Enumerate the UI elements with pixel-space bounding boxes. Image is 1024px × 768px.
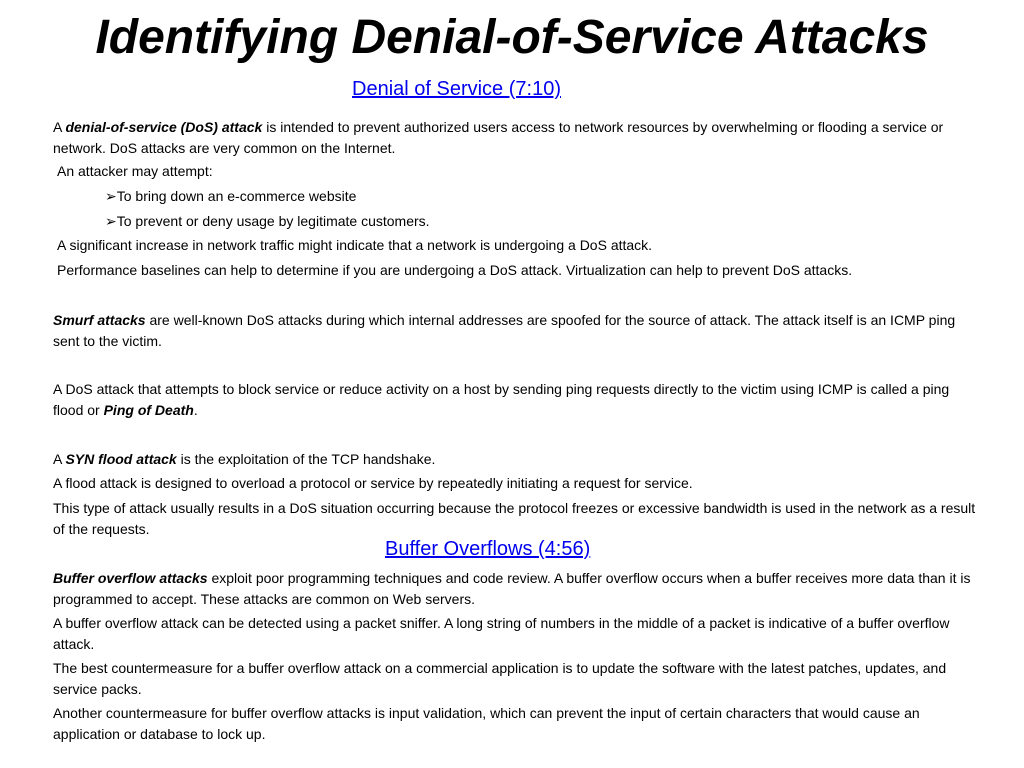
smurf-paragraph xyxy=(53,310,983,351)
buffer-overflow-term: Buffer overflow attacks xyxy=(53,570,208,586)
performance-baselines-text: Performance baselines can help to determine if you are undergoing a DoS attack. Virtualization can help to prevent DoS attacks. xyxy=(57,262,853,278)
traffic-increase-text: A significant increase in network traffic might indicate that a network is undergoing a DoS attack. xyxy=(57,237,653,253)
buffer-overflow-paragraph xyxy=(53,568,983,609)
buffer-overflow-text: exploit poor programming techniques and code review. A buffer overflow occurs when a buffer receives more data than it is programmed to accept. These attacks are common on Web servers. xyxy=(53,570,971,607)
ping-of-death-term: Ping of Death xyxy=(103,401,194,418)
attacker-attempt-text: An attacker may attempt: xyxy=(57,163,213,179)
syn-flood-paragraph xyxy=(53,449,983,470)
dos-definition-prefix: A xyxy=(53,119,66,135)
smurf-term: Smurf attacks xyxy=(53,312,146,328)
syn-prefix: A xyxy=(53,451,66,467)
bullet-deny-usage: ➢To prevent or deny usage by legitimate customers. xyxy=(105,213,430,229)
dos-situation-text: This type of attack usually results in a DoS situation occurring because the protocol freezes or excessive bandwidth is used in the network as a result of the requests. xyxy=(53,500,976,537)
ping-flood-text: A DoS attack that attempts to block service or reduce activity on a host by sending ping requests directly to the victim using ICMP is called a ping flood or xyxy=(53,381,950,418)
syn-flood-text: is the exploitation of the TCP handshake. xyxy=(176,451,436,467)
packet-sniffer-text: A buffer overflow attack can be detected using a packet sniffer. A long string of numbers in the middle of a packet is indicative of a buffer overflow attack. xyxy=(53,615,950,652)
smurf-text: are well-known DoS attacks during which internal addresses are spoofed for the source of attack. The attack itself is an ICMP ping sent to the victim. xyxy=(53,312,956,349)
dos-definition-paragraph xyxy=(53,117,983,158)
syn-flood-term: SYN flood attack xyxy=(65,451,177,467)
dos-attack-term: denial-of-service (DoS) attack xyxy=(65,119,263,135)
ping-flood-period: . xyxy=(193,401,198,418)
dos-video-link[interactable]: Denial of Service (7:10) xyxy=(352,78,561,100)
bullet-ecommerce: ➢To bring down an e-commerce website xyxy=(105,188,357,204)
flood-attack-text: A flood attack is designed to overload a protocol or service by repeatedly initiating a request for service. xyxy=(53,475,693,491)
page-title: Identifying Denial-of-Service Attacks xyxy=(95,11,929,64)
input-validation-text: Another countermeasure for buffer overflow attacks is input validation, which can prevent the input of certain characters that would cause an application or database to lock up. xyxy=(53,705,920,742)
buffer-overflow-video-link[interactable]: Buffer Overflows (4:56) xyxy=(385,538,591,560)
countermeasure-patches-text: The best countermeasure for a buffer overflow attack on a commercial application is to update the software with the latest patches, updates, and service packs. xyxy=(53,660,947,697)
dos-definition-text: is intended to prevent authorized users access to network resources by overwhelming or flooding a service or network. DoS attacks are very common on the Internet. xyxy=(53,119,944,156)
ping-flood-paragraph xyxy=(53,379,983,420)
